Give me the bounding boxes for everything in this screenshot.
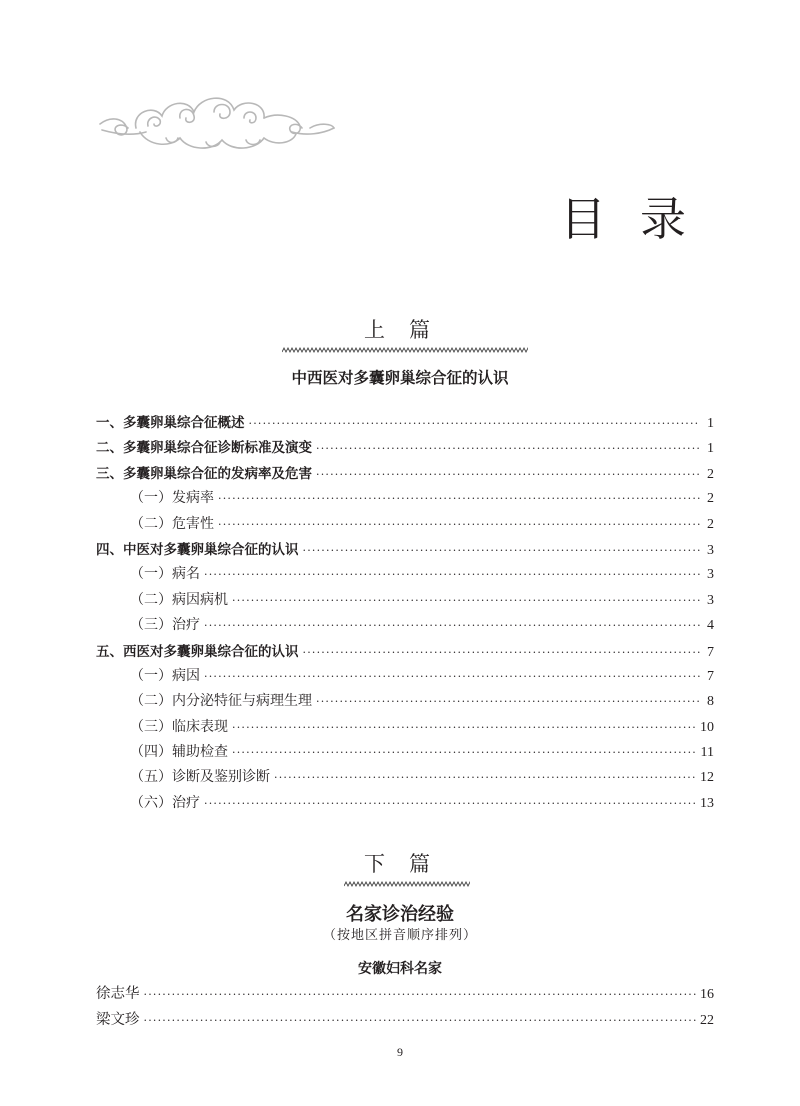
dot-leader — [232, 594, 700, 607]
toc-entry-text: （一）发病率 — [130, 490, 214, 507]
toc-entry-page: 3 — [707, 592, 714, 608]
toc-entry-text: （三）临床表现 — [130, 718, 228, 735]
toc-entry-page: 3 — [707, 567, 714, 583]
dot-leader — [303, 646, 701, 659]
dot-leader — [232, 721, 696, 734]
toc-entry-text: 一、多囊卵巢综合征概述 — [96, 415, 245, 431]
toc-entry-text: 四、中医对多囊卵巢综合征的认识 — [96, 541, 299, 558]
toc-entry[interactable] — [96, 716, 714, 741]
toc-entry[interactable] — [96, 766, 714, 791]
toc-entry-page: 13 — [700, 795, 714, 811]
zigzag-divider-icon — [344, 880, 470, 888]
part2-section-note: （按地区拼音顺序排列） — [322, 928, 477, 943]
part1-label-b: 篇 — [409, 318, 436, 342]
toc-entry[interactable] — [96, 690, 714, 715]
dot-leader — [232, 746, 697, 759]
toc-entry-page: 1 — [707, 416, 714, 431]
toc-entry-text: （二）危害性 — [130, 515, 214, 532]
dot-leader — [249, 417, 701, 430]
page-title — [560, 192, 730, 246]
dot-leader — [316, 468, 700, 481]
page-title-char-2: 录 — [640, 192, 686, 246]
toc-entry-page: 12 — [700, 770, 714, 786]
toc-entry-page: 22 — [700, 1012, 714, 1028]
toc-entry-page: 8 — [707, 694, 714, 710]
page-title-char-1: 目 — [560, 192, 606, 246]
toc-entry[interactable] — [96, 513, 714, 538]
toc-entry-text: 三、多囊卵巢综合征的发病率及危害 — [96, 465, 312, 482]
dot-leader — [274, 771, 696, 784]
toc-entry[interactable] — [96, 589, 714, 614]
toc-entry-text: 徐志华 — [96, 986, 140, 1002]
part2-section-title: 名家诊治经验 — [346, 904, 454, 925]
part2-label-a: 下 — [364, 852, 391, 876]
dot-leader — [204, 670, 700, 683]
part2-toc-list — [96, 982, 714, 1033]
part2-title — [0, 848, 800, 878]
toc-entry[interactable] — [96, 1008, 714, 1034]
toc-entry[interactable] — [96, 487, 714, 512]
zigzag-divider-icon — [282, 346, 528, 354]
toc-entry[interactable] — [96, 411, 714, 436]
toc-entry-text: （二）内分泌特征与病理生理 — [130, 693, 312, 710]
toc-entry-text: （三）治疗 — [130, 617, 200, 634]
toc-entry-page: 2 — [707, 491, 714, 507]
toc-entry[interactable] — [96, 614, 714, 639]
toc-entry-text: （一）病因 — [130, 667, 200, 684]
toc-entry-text: 二、多囊卵巢综合征诊断标准及演变 — [96, 440, 312, 457]
toc-entry[interactable] — [96, 741, 714, 766]
dot-leader — [204, 619, 700, 632]
dot-leader — [218, 518, 700, 531]
dot-leader — [144, 988, 697, 1001]
toc-entry-text: （四）辅助检查 — [130, 744, 228, 761]
toc-entry-page: 10 — [700, 719, 714, 735]
toc-entry[interactable] — [96, 640, 714, 665]
dot-leader — [316, 695, 700, 708]
part1-section-title: 中西医对多囊卵巢综合征的认识 — [291, 369, 509, 387]
toc-entry[interactable] — [96, 563, 714, 588]
part1-label-a: 上 — [364, 318, 391, 342]
toc-entry-text: （一）病名 — [130, 566, 200, 583]
toc-entry[interactable] — [96, 665, 714, 690]
toc-entry-page: 2 — [707, 466, 714, 482]
dot-leader — [144, 1014, 697, 1027]
part1-toc-list — [96, 411, 714, 817]
dot-leader — [204, 568, 700, 581]
page-number: 9 — [397, 1045, 403, 1059]
toc-entry-page: 3 — [707, 542, 714, 558]
toc-entry-page: 7 — [707, 668, 714, 684]
toc-entry-page: 4 — [707, 618, 714, 634]
toc-entry[interactable] — [96, 982, 714, 1008]
toc-entry[interactable] — [96, 538, 714, 563]
toc-entry-text: 五、西医对多囊卵巢综合征的认识 — [96, 643, 299, 660]
toc-entry-page: 7 — [707, 644, 714, 660]
toc-entry-page: 2 — [707, 516, 714, 532]
toc-entry-text: （五）诊断及鉴别诊断 — [130, 769, 270, 786]
toc-entry-page: 1 — [707, 441, 714, 457]
toc-entry-page: 11 — [700, 745, 714, 761]
cloud-ornament-icon — [96, 88, 338, 158]
part2-label-b: 篇 — [409, 852, 436, 876]
toc-entry-text: （二）病因病机 — [130, 591, 228, 608]
toc-entry-page: 16 — [700, 987, 714, 1002]
toc-entry[interactable] — [96, 462, 714, 487]
dot-leader — [218, 492, 700, 505]
toc-entry-text: （六）治疗 — [130, 794, 200, 811]
part1-title — [0, 314, 800, 344]
dot-leader — [204, 797, 696, 810]
region-title: 安徽妇科名家 — [358, 961, 442, 977]
toc-entry[interactable] — [96, 436, 714, 461]
dot-leader — [316, 442, 700, 455]
dot-leader — [303, 544, 701, 557]
toc-entry-text: 梁文珍 — [96, 1011, 140, 1028]
toc-entry[interactable] — [96, 792, 714, 817]
